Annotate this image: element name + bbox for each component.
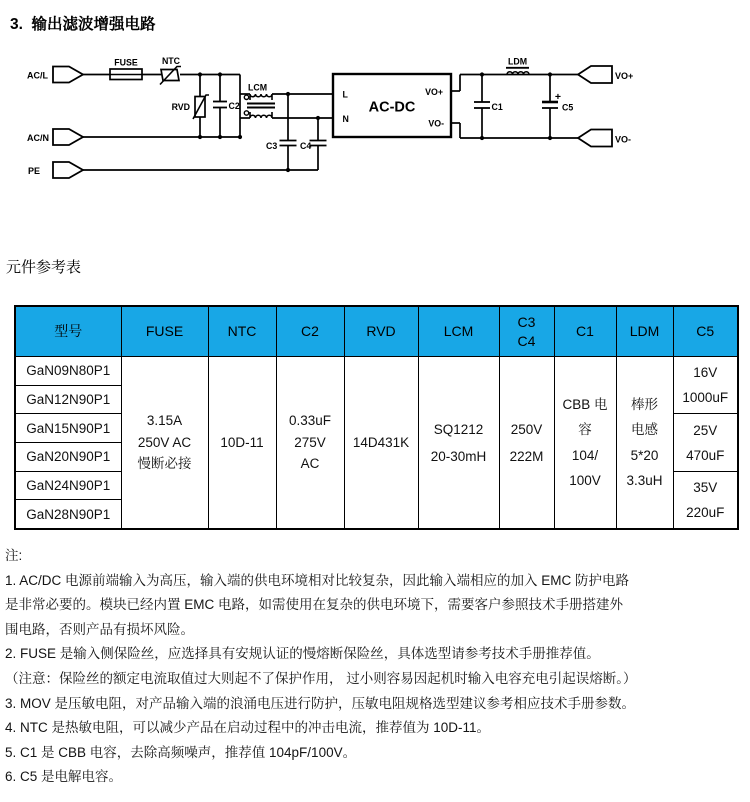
c5-plus-sign: + [554, 91, 562, 103]
c1-capacitor [474, 102, 490, 108]
model-cell: GaN20N90P1 [15, 443, 121, 472]
note-line: （注意：保险丝的额定电流取值过大则起不了保护作用， 过小则容易因起机时输入电容充电引起误熔断。） [5, 670, 637, 686]
page-title: 3. 输出滤波增强电路 [10, 16, 156, 33]
note-line: 4. NTC 是热敏电阻，可以减少产品在启动过程中的冲击电流，推荐值为 10D-11。 [5, 720, 491, 736]
table-subtitle: 元件参考表 [6, 259, 82, 276]
acl-label: AC/L [27, 70, 48, 81]
notes-section [5, 544, 745, 790]
c3-label: C3 [266, 141, 278, 151]
note-line: 是非常必要的。模块已经内置 EMC 电路，如需使用在复杂的供电环境下，需要客户参照技术手册搭建外 [5, 597, 623, 613]
fuse-cell: 3.15A 250V AC 慢断必接 [121, 357, 208, 530]
header-lcm: LCM [418, 306, 499, 357]
ntc-label: NTC [161, 56, 181, 66]
rvd-cell: 14D431K [344, 357, 418, 530]
von-out-label: VO- [615, 134, 632, 145]
c3-capacitor [280, 141, 297, 146]
common-mode-choke [244, 94, 275, 118]
acn-label: AC/N [27, 133, 49, 143]
header-c2: C2 [276, 306, 344, 357]
c3c4-cell: 250V 222M [499, 357, 554, 530]
notes-heading: 注: [5, 548, 23, 563]
c5-cell: 25V 470uF [673, 414, 738, 471]
input-connector-acn [53, 129, 83, 145]
table-header-row [15, 306, 738, 357]
note-line: 5. C1 是 CBB 电容，去除高频噪声，推荐值 104pF/100V。 [5, 744, 357, 760]
header-fuse: FUSE [121, 306, 208, 357]
vop-pin-label: VO+ [425, 87, 443, 97]
ldm-inductor [506, 68, 529, 75]
ldm-cell: 棒形 电感 5*20 3.3uH [616, 357, 673, 530]
input-connector-acl [53, 67, 83, 83]
output-connector-vop [578, 66, 612, 83]
c2-label: C2 [228, 101, 240, 111]
note-line: 6. C5 是电解电容。 [5, 769, 123, 785]
vop-out-label: VO+ [615, 71, 634, 81]
ldm-label: LDM [507, 56, 528, 67]
n-pin-label: N [342, 114, 349, 124]
c1-label: C1 [491, 102, 503, 112]
lcm-label: LCM [248, 82, 268, 93]
note-line: 2. FUSE 是输入侧保险丝，应选择具有安规认证的慢熔断保险丝，具体选型请参考技术手册推荐值。 [5, 646, 600, 662]
note-line: 1. AC/DC 电源前端输入为高压，输入端的供电环境相对比较复杂，因此输入端相应的加入 EMC 防护电路 [5, 572, 630, 588]
header-model: 型号 [15, 306, 121, 357]
c5-label: C5 [562, 102, 574, 113]
model-cell: GaN09N80P1 [15, 357, 121, 386]
acdc-label: AC-DC [368, 99, 416, 116]
c2-cell: 0.33uF 275V AC [276, 357, 344, 530]
note-line: 3. MOV 是压敏电阻，对产品输入端的浪涌电压进行防护，压敏电阻规格选型建议参考相应技术手册参数。 [5, 695, 636, 711]
table-row [15, 357, 738, 386]
rvd-label: RVD [171, 102, 190, 112]
ntc-cell: 10D-11 [208, 357, 276, 530]
c5-cell: 16V 1000uF [673, 357, 738, 414]
l-pin-label: L [342, 89, 348, 100]
c1-cell: CBB 电 容 104/ 100V [554, 357, 616, 530]
model-cell: GaN28N90P1 [15, 500, 121, 529]
component-reference-table [14, 305, 739, 530]
c4-label: C4 [300, 141, 312, 151]
varistor-symbol [193, 95, 209, 119]
lcm-cell: SQ1212 20-30mH [418, 357, 499, 530]
fuse-symbol [110, 69, 142, 80]
input-connector-pe [53, 162, 83, 178]
header-ldm: LDM [616, 306, 673, 357]
header-c1: C1 [554, 306, 616, 357]
c4-capacitor [310, 141, 327, 146]
pe-label: PE [28, 166, 41, 176]
model-cell: GaN24N90P1 [15, 471, 121, 500]
model-cell: GaN15N90P1 [15, 414, 121, 443]
header-ntc: NTC [208, 306, 276, 357]
header-c5: C5 [673, 306, 738, 357]
c5-cell: 35V 220uF [673, 471, 738, 529]
ntc-thermistor-symbol [160, 67, 181, 85]
output-connector-von [578, 130, 612, 147]
note-line: 围电路，否则产品有损坏风险。 [5, 621, 194, 637]
circuit-wires [83, 75, 578, 171]
header-c3c4: C3 C4 [499, 306, 554, 357]
model-cell: GaN12N90P1 [15, 385, 121, 414]
von-pin-label: VO- [428, 118, 444, 129]
c2-capacitor [213, 102, 227, 108]
header-rvd: RVD [344, 306, 418, 357]
fuse-label: FUSE [114, 57, 138, 68]
